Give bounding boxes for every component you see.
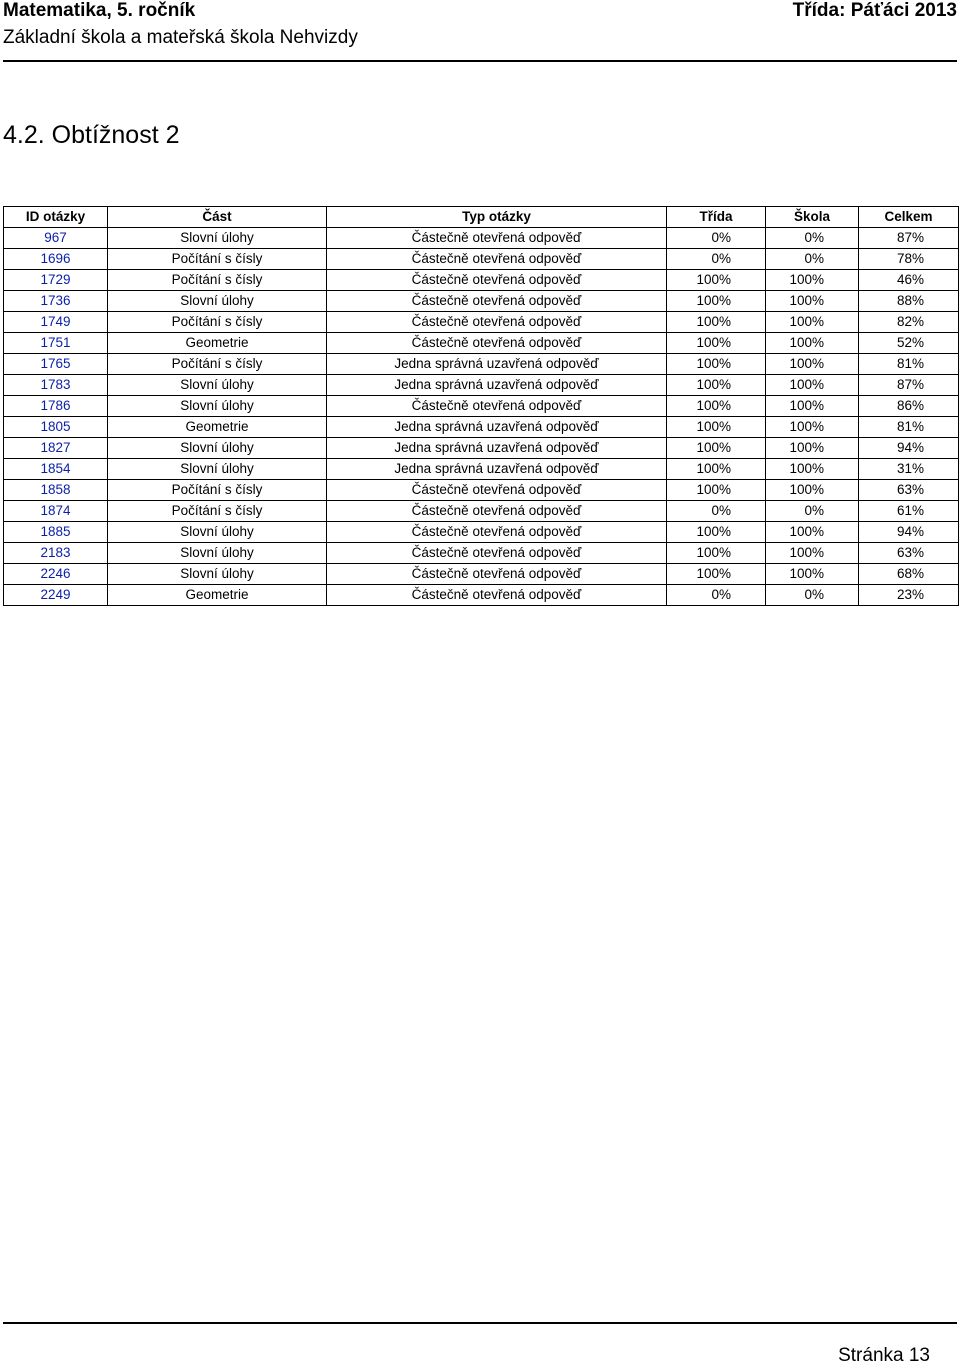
class-success: 100% [667,291,766,312]
class-success: 100% [667,312,766,333]
school-success: 0% [766,249,859,270]
section-heading: 4.2. Obtížnost 2 [3,121,180,149]
question-part: Počítání s čísly [108,312,327,333]
total-success: 52% [859,333,959,354]
question-id: 1805 [4,417,108,438]
question-type: Částečně otevřená odpověď [327,228,667,249]
question-type: Částečně otevřená odpověď [327,249,667,270]
question-id: 1729 [4,270,108,291]
question-type: Částečně otevřená odpověď [327,522,667,543]
question-part: Geometrie [108,333,327,354]
question-id: 2249 [4,585,108,606]
school-success: 100% [766,396,859,417]
question-type: Částečně otevřená odpověď [327,585,667,606]
question-part: Slovní úlohy [108,228,327,249]
class-success: 100% [667,438,766,459]
school-success: 100% [766,522,859,543]
question-part: Geometrie [108,585,327,606]
school-success: 100% [766,270,859,291]
question-id: 1786 [4,396,108,417]
class-success: 100% [667,354,766,375]
question-part: Slovní úlohy [108,564,327,585]
question-type: Částečně otevřená odpověď [327,291,667,312]
question-part: Počítání s čísly [108,480,327,501]
question-type: Jedna správná uzavřená odpověď [327,375,667,396]
question-id: 1736 [4,291,108,312]
class-success: 100% [667,564,766,585]
total-success: 81% [859,417,959,438]
question-id: 1854 [4,459,108,480]
question-part: Slovní úlohy [108,522,327,543]
question-type: Jedna správná uzavřená odpověď [327,438,667,459]
total-success: 81% [859,354,959,375]
school-success: 100% [766,564,859,585]
class-success: 100% [667,417,766,438]
class-success: 100% [667,480,766,501]
table-row [4,459,959,480]
total-success: 46% [859,270,959,291]
question-part: Slovní úlohy [108,396,327,417]
table-row [4,501,959,522]
question-id: 1696 [4,249,108,270]
question-type: Částečně otevřená odpověď [327,501,667,522]
table-row [4,564,959,585]
total-success: 94% [859,522,959,543]
column-header-id: ID otázky [4,207,108,228]
school-success: 100% [766,543,859,564]
table-row [4,438,959,459]
results-table [3,206,959,606]
question-type: Částečně otevřená odpověď [327,333,667,354]
question-id: 1749 [4,312,108,333]
question-id: 967 [4,228,108,249]
question-type: Částečně otevřená odpověď [327,270,667,291]
question-part: Slovní úlohy [108,438,327,459]
document-title: Matematika, 5. ročník [3,0,196,21]
class-success: 100% [667,333,766,354]
question-id: 1858 [4,480,108,501]
class-success: 0% [667,249,766,270]
school-success: 100% [766,417,859,438]
column-header-part: Část [108,207,327,228]
table-row [4,396,959,417]
table-row [4,375,959,396]
school-success: 100% [766,459,859,480]
total-success: 88% [859,291,959,312]
page-number: Stránka 13 [838,1345,930,1366]
question-id: 1783 [4,375,108,396]
question-type: Částečně otevřená odpověď [327,564,667,585]
question-type: Částečně otevřená odpověď [327,312,667,333]
total-success: 87% [859,375,959,396]
school-name: Základní škola a mateřská škola Nehvizdy [3,27,358,48]
class-label: Třída: Páťáci 2013 [792,0,957,21]
total-success: 23% [859,585,959,606]
question-type: Jedna správná uzavřená odpověď [327,417,667,438]
total-success: 61% [859,501,959,522]
table-row [4,291,959,312]
question-id: 1751 [4,333,108,354]
school-success: 0% [766,501,859,522]
total-success: 94% [859,438,959,459]
total-success: 63% [859,480,959,501]
question-id: 1885 [4,522,108,543]
school-success: 100% [766,354,859,375]
table-row [4,417,959,438]
question-part: Slovní úlohy [108,291,327,312]
column-header-type: Typ otázky [327,207,667,228]
column-header-class: Třída [667,207,766,228]
school-success: 100% [766,438,859,459]
column-header-total: Celkem [859,207,959,228]
table-header-row [4,207,959,228]
table-row [4,249,959,270]
table-row [4,270,959,291]
question-type: Jedna správná uzavřená odpověď [327,459,667,480]
question-type: Částečně otevřená odpověď [327,543,667,564]
header-divider [3,60,957,62]
school-success: 100% [766,291,859,312]
question-part: Slovní úlohy [108,459,327,480]
question-type: Jedna správná uzavřená odpověď [327,354,667,375]
total-success: 78% [859,249,959,270]
class-success: 100% [667,270,766,291]
question-type: Částečně otevřená odpověď [327,396,667,417]
question-id: 1765 [4,354,108,375]
question-id: 1827 [4,438,108,459]
total-success: 31% [859,459,959,480]
total-success: 82% [859,312,959,333]
table-row [4,543,959,564]
table-row [4,333,959,354]
table-row [4,522,959,543]
class-success: 100% [667,522,766,543]
table-body [4,228,959,606]
question-part: Geometrie [108,417,327,438]
class-success: 0% [667,228,766,249]
question-part: Slovní úlohy [108,543,327,564]
school-success: 0% [766,228,859,249]
class-success: 100% [667,459,766,480]
table-row [4,312,959,333]
class-success: 0% [667,585,766,606]
total-success: 87% [859,228,959,249]
total-success: 68% [859,564,959,585]
school-success: 0% [766,585,859,606]
class-success: 100% [667,375,766,396]
class-success: 100% [667,396,766,417]
question-part: Počítání s čísly [108,270,327,291]
school-success: 100% [766,312,859,333]
column-header-school: Škola [766,207,859,228]
table-row [4,480,959,501]
table-row [4,354,959,375]
school-success: 100% [766,333,859,354]
school-success: 100% [766,480,859,501]
question-part: Slovní úlohy [108,375,327,396]
class-success: 100% [667,543,766,564]
question-id: 2246 [4,564,108,585]
question-id: 1874 [4,501,108,522]
question-part: Počítání s čísly [108,354,327,375]
question-part: Počítání s čísly [108,249,327,270]
question-part: Počítání s čísly [108,501,327,522]
table-row [4,585,959,606]
question-id: 2183 [4,543,108,564]
table-row [4,228,959,249]
school-success: 100% [766,375,859,396]
total-success: 86% [859,396,959,417]
question-type: Částečně otevřená odpověď [327,480,667,501]
class-success: 0% [667,501,766,522]
footer-divider [3,1322,957,1324]
total-success: 63% [859,543,959,564]
